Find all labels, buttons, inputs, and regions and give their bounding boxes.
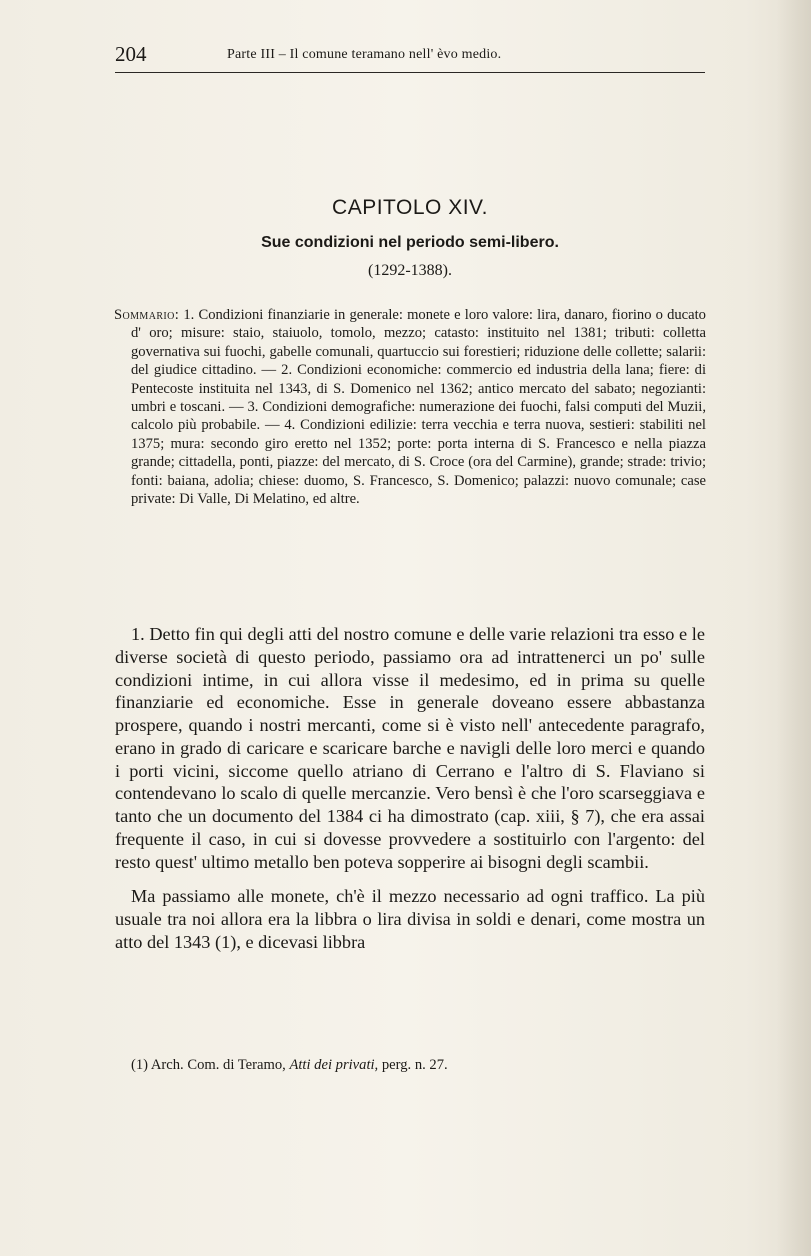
body-paragraph: 1. Detto fin qui degli atti del nostro comune e delle varie relazioni tra esso e le diverse società di questo periodo, passiamo ora ad intrattenerci un po' sulle condizioni intime, in cui allora visse il medesimo, ed in prima su quelle finanziarie ed economiche. Esse in generale doveano essere abbastanza prospere, quando i nostri mercanti, come si è visto nell' antecedente paragrafo, erano in grado di caricare e scaricare barche e navigli delle loro merci e quando i porti vicini, siccome quello atriano di Cerrano e l'altro di S. Flaviano si contendevano lo scalo di quelle mercanzie. Vero bensì è che l'oro scarseggiava e tanto che un documento del 1384 ci ha dimostrato (cap. xiii, § 7), che era assai frequente il caso, in cui si dovesse provvedere a sostituirlo con l'argento: del resto quest' ultimo metallo ben poteva sopperire ai bisogni degli scambii. — [115, 624, 705, 872]
chapter-years: (1292-1388). — [368, 262, 452, 279]
body-paragraph: Ma passiamo alle monete, ch'è il mezzo necessario ad ogni traffico. La più usuale tra noi allora era la libbra o lira divisa in soldi e denari, come mostra un atto del 1343 (1), e dicevasi libbra — [115, 886, 705, 952]
footnote-source: Arch. Com. di Teramo, — [150, 1057, 286, 1073]
summary-text: 1. Condizioni finanziarie in generale: monete e loro valore: lira, danaro, fiorino o ducato d' oro; misure: staio, staiuolo, tomolo, mezzo; catasto: instituito nel 1381; tributi: colletta governativa sui fuochi, gabelle comunali, quartuccio sui forestieri; riduzione delle collette; salarii: del giudice cittadino. — 2. Condizioni economiche: commercio ed industria della lana; fiere: di Pentecoste instituita nel 1343, di S. Domenico nel 1362; antico mercato del sabato; negozianti: umbri e toscani. — 3. Condizioni demografiche: numerazione dei fuochi, falsi computi del Muzii, calcolo più probabile. — 4. Condizioni edilizie: terra vecchia e terra nuova, sestieri: stabiliti nel 1375; mura: secondo giro eretto nel 1352; porte: porta interna di S. Francesco e nella piazza grande; cittadella, ponti, piazze: del mercato, di S. Croce (ora del Carmine), grande; strade: trivio; fonti: baiana, adolia; chiese: duomo, S. Francesco, S. Domenico; palazzi: nuovo comunale; case private: Di Valle, Di Melatino, ed altre. — [131, 307, 706, 508]
chapter-title: CAPITOLO XIV. — [332, 196, 488, 219]
running-head — [115, 38, 705, 72]
chapter-summary — [114, 306, 706, 508]
running-title: Parte III – Il comune teramano nell' èvo medio. — [227, 47, 502, 62]
chapter-subtitle: Sue condizioni nel periodo semi-libero. — [261, 234, 559, 251]
body-text — [115, 623, 705, 954]
footnote-title: Atti dei privati, — [289, 1057, 379, 1073]
summary-label: Sommario: — [114, 307, 180, 323]
footnote-marker: (1) — [131, 1057, 149, 1073]
footnote-ref: perg. n. 27. — [381, 1057, 448, 1073]
header-rule — [115, 72, 705, 73]
page-edge-shadow — [777, 0, 811, 1256]
page-number: 204 — [115, 42, 147, 66]
footnote — [131, 1057, 706, 1074]
